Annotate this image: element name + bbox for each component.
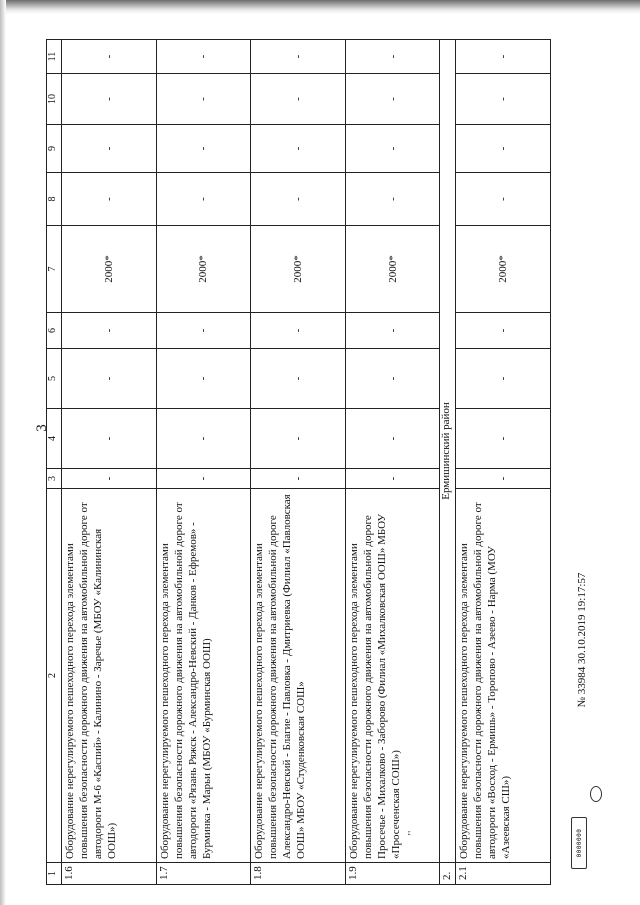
section-title: Ермишинский район: [440, 40, 456, 863]
cell-value: -: [62, 173, 157, 226]
cell-value: -: [62, 40, 157, 74]
column-header: 3: [47, 469, 62, 489]
cell-value: -: [156, 40, 251, 74]
cell-value: -: [62, 125, 157, 173]
cell-value: -: [251, 409, 346, 469]
table-container: [46, 40, 551, 885]
cell-value: -: [456, 74, 551, 125]
stamp-mark: [590, 786, 602, 802]
table-row: [156, 40, 251, 885]
cell-value: -: [251, 173, 346, 226]
cell-value: -: [251, 74, 346, 125]
cell-value: -: [251, 40, 346, 74]
cell-value: -: [156, 469, 251, 489]
cell-value: -: [345, 349, 440, 409]
row-description: Оборудование нерегулируемого пешеходного перехода элементами повышения безопасности дорожного движения на автомобильной дороге от автодороги «Рязань Ряжск - Александро-Невский - Данков - Ефремов» - Бурминка - Марьи (МБОУ «Бурминская ООШ): [156, 489, 251, 863]
cell-value: -: [251, 469, 346, 489]
cell-value: -: [62, 74, 157, 125]
section-row: [440, 40, 456, 885]
table-row: [345, 40, 440, 885]
cell-value: -: [345, 313, 440, 349]
cell-value: -: [345, 40, 440, 74]
column-header: 6: [47, 313, 62, 349]
stamp-text: 0000000: [575, 828, 583, 858]
cell-value: 2000*: [156, 226, 251, 313]
row-description: Оборудование нерегулируемого пешеходного перехода элементами повышения безопасности дорожного движения на автомобильной дороге Просечье - Михалково - Заборово (Филиал «Михалковская ООШ» МБОУ «Просеченская СОШ»): [345, 489, 440, 863]
column-header: 2: [47, 489, 62, 863]
cell-value: -: [156, 349, 251, 409]
cell-value: -: [156, 125, 251, 173]
document-footer-id: № 33984 30.10.2019 19:17:57: [576, 572, 588, 708]
cell-value: -: [345, 125, 440, 173]
cell-value: -: [62, 349, 157, 409]
cell-value: 2000*: [62, 226, 157, 313]
table-row: [251, 40, 346, 885]
cell-value: -: [156, 173, 251, 226]
cell-value: -: [345, 74, 440, 125]
cell-value: -: [456, 313, 551, 349]
cell-value: -: [345, 409, 440, 469]
column-header: 11: [47, 40, 62, 74]
page-number: 3: [34, 424, 50, 432]
row-description: Оборудование нерегулируемого пешеходного перехода элементами повышения безопасности дорожного движения на автомобильной дороге от автодороги М-6 «Каспий» - Калинино - Заречье (МБОУ «Калининская ООШ»): [62, 489, 157, 863]
cell-value: -: [62, 409, 157, 469]
cell-value: -: [456, 125, 551, 173]
column-header: 7: [47, 226, 62, 313]
table-row: [62, 40, 157, 885]
scan-speck: ʼ': [407, 830, 419, 837]
scan-edge-left: [0, 0, 6, 905]
row-description: Оборудование нерегулируемого пешеходного перехода элементами повышения безопасности дорожного движения на автомобильной дороге Александро-Невский - Благие - Павловка - Дмитриевка (Филиал «Павловская ООШ» МБОУ «Студенковская СОШ»: [251, 489, 346, 863]
cell-value: 2000*: [456, 226, 551, 313]
cell-value: -: [156, 313, 251, 349]
column-header: 9: [47, 125, 62, 173]
data-table: [46, 39, 551, 885]
row-number: 1.8: [251, 863, 346, 885]
cell-value: 2000*: [345, 226, 440, 313]
cell-value: -: [156, 409, 251, 469]
row-number: 1.9: [345, 863, 440, 885]
cell-value: -: [456, 469, 551, 489]
table-row: [456, 40, 551, 885]
cell-value: -: [251, 349, 346, 409]
row-number: 1.7: [156, 863, 251, 885]
stamp-logo: [571, 817, 587, 869]
column-header: 5: [47, 349, 62, 409]
cell-value: -: [62, 313, 157, 349]
table-header-row: [47, 40, 62, 885]
cell-value: -: [345, 469, 440, 489]
cell-value: -: [456, 349, 551, 409]
cell-value: -: [456, 409, 551, 469]
cell-value: 2000*: [251, 226, 346, 313]
cell-value: -: [62, 469, 157, 489]
cell-value: -: [345, 173, 440, 226]
scan-edge-top: [0, 0, 640, 14]
section-number: 2.: [440, 863, 456, 885]
column-header: 10: [47, 74, 62, 125]
cell-value: -: [456, 40, 551, 74]
column-header: 4: [47, 409, 62, 469]
cell-value: -: [251, 313, 346, 349]
column-header: 1: [47, 863, 62, 885]
row-number: 1.6: [62, 863, 157, 885]
cell-value: -: [156, 74, 251, 125]
cell-value: -: [456, 173, 551, 226]
cell-value: -: [251, 125, 346, 173]
row-number: 2.1: [456, 863, 551, 885]
column-header: 8: [47, 173, 62, 226]
row-description: Оборудование нерегулируемого пешеходного перехода элементами повышения безопасности дорожного движения на автомобильной дороге от автодороги «Восход - Ермишь» - Торопово - Азеево - Нарма (МОУ «Азеевская СШ»): [456, 489, 551, 863]
